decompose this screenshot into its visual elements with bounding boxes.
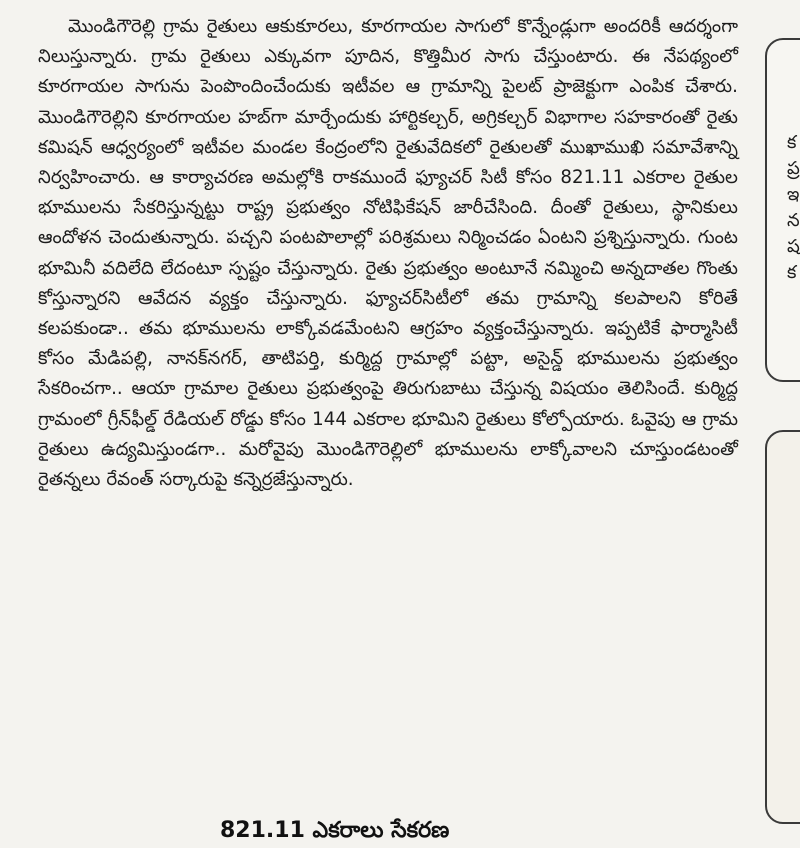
- sidebar-line: న: [787, 210, 800, 231]
- sidebar-line: క: [787, 262, 797, 283]
- sidebar-line: ప్ర: [787, 158, 800, 179]
- sidebar-box-bottom: [765, 430, 800, 824]
- sidebar-line: క: [787, 132, 797, 153]
- article-body: [38, 12, 738, 495]
- sidebar-box-text: [787, 130, 800, 286]
- sidebar-line: ష: [787, 236, 800, 257]
- article-paragraph: మొండిగౌరెల్లి గ్రామ రైతులు ఆకుకూరలు, కూరగాయల సాగులో కొన్నేండ్లుగా అందరికీ ఆదర్శంగా నిలుస్తున్నారు. గ్రామ రైతులు ఎక్కువగా పూదిన, కొత్తిమీర సాగు చేస్తుంటారు. ఈ నేపథ్యంలో కూరగాయల సాగును పెంపొందించేందుకు ఇటీవల ఆ గ్రామాన్ని పైలట్ ప్రాజెక్టుగా ఎంపిక చేశారు. మొండిగౌరెల్లిని కూరగాయల హబ్‌గా మార్చేందుకు హార్టికల్చర్, అగ్రికల్చర్ విభాగాల సహకారంతో రైతు కమిషన్ ఆధ్వర్యంలో ఇటీవల మండల కేంద్రంలోని రైతువేదికలో రైతులతో ముఖాముఖి సమావేశాన్ని నిర్వహించారు. ఆ కార్యాచరణ అమల్లోకి రాకముందే ఫ్యూచర్ సిటీ కోసం 821.11 ఎకరాల రైతుల భూములను సేకరిస్తున్నట్టు రాష్ట్ర ప్రభుత్వం నోటిఫికేషన్ జారీచేసింది. దీంతో రైతులు, స్థానికులు ఆందోళన చెందుతున్నారు. పచ్చని పంటపొలాల్లో పరిశ్రమలు నిర్మించడం ఏంటని ప్రశ్నిస్తున్నారు. గుంట భూమినీ వదిలేది లేదంటూ స్పష్టం చేస్తున్నారు. రైతు ప్రభుత్వం అంటూనే నమ్మించి అన్నదాతల గొంతు కోస్తున్నారని ఆవేదన వ్యక్తం చేస్తున్నారు. ఫ్యూచర్‌సిటీలో తమ గ్రామాన్ని కలపాలని కోరితే కలపకుండా.. తమ భూములను లాక్కోవడమేంటని ఆగ్రహం వ్యక్తంచేస్తున్నారు. ఇప్పటికే ఫార్మాసిటీ కోసం మేడిపల్లి, నానక్‌నగర్, తాటిపర్తి, కుర్మిద్ద గ్రామాల్లో పట్టా, అసైన్డ్ భూములను ప్రభుత్వం సేకరించగా.. ఆయా గ్రామాల రైతులు ప్రభుత్వంపై తిరుగుబాటు చేస్తున్న విషయం తెలిసిందే. కుర్మిద్ద గ్రామంలో గ్రీన్‌ఫీల్డ్ రేడియల్ రోడ్డు కోసం 144 ఎకరాల భూమిని రైతులు కోల్పోయారు. ఓవైపు ఆ గ్రామ రైతులు ఉద్యమిస్తుండగా.. మరోవైపు మొండిగౌరెల్లిలో భూములను లాక్కోవాలని చూస్తుండటంతో రైతన్నలు రేవంత్ సర్కారుపై కన్నెర్రజేస్తున్నారు.: [38, 16, 738, 491]
- sidebar-box-top: [765, 38, 800, 382]
- sidebar-line: ఇ: [787, 184, 800, 205]
- section-subheading: 821.11 ఎకరాలు సేకరణ: [220, 818, 450, 843]
